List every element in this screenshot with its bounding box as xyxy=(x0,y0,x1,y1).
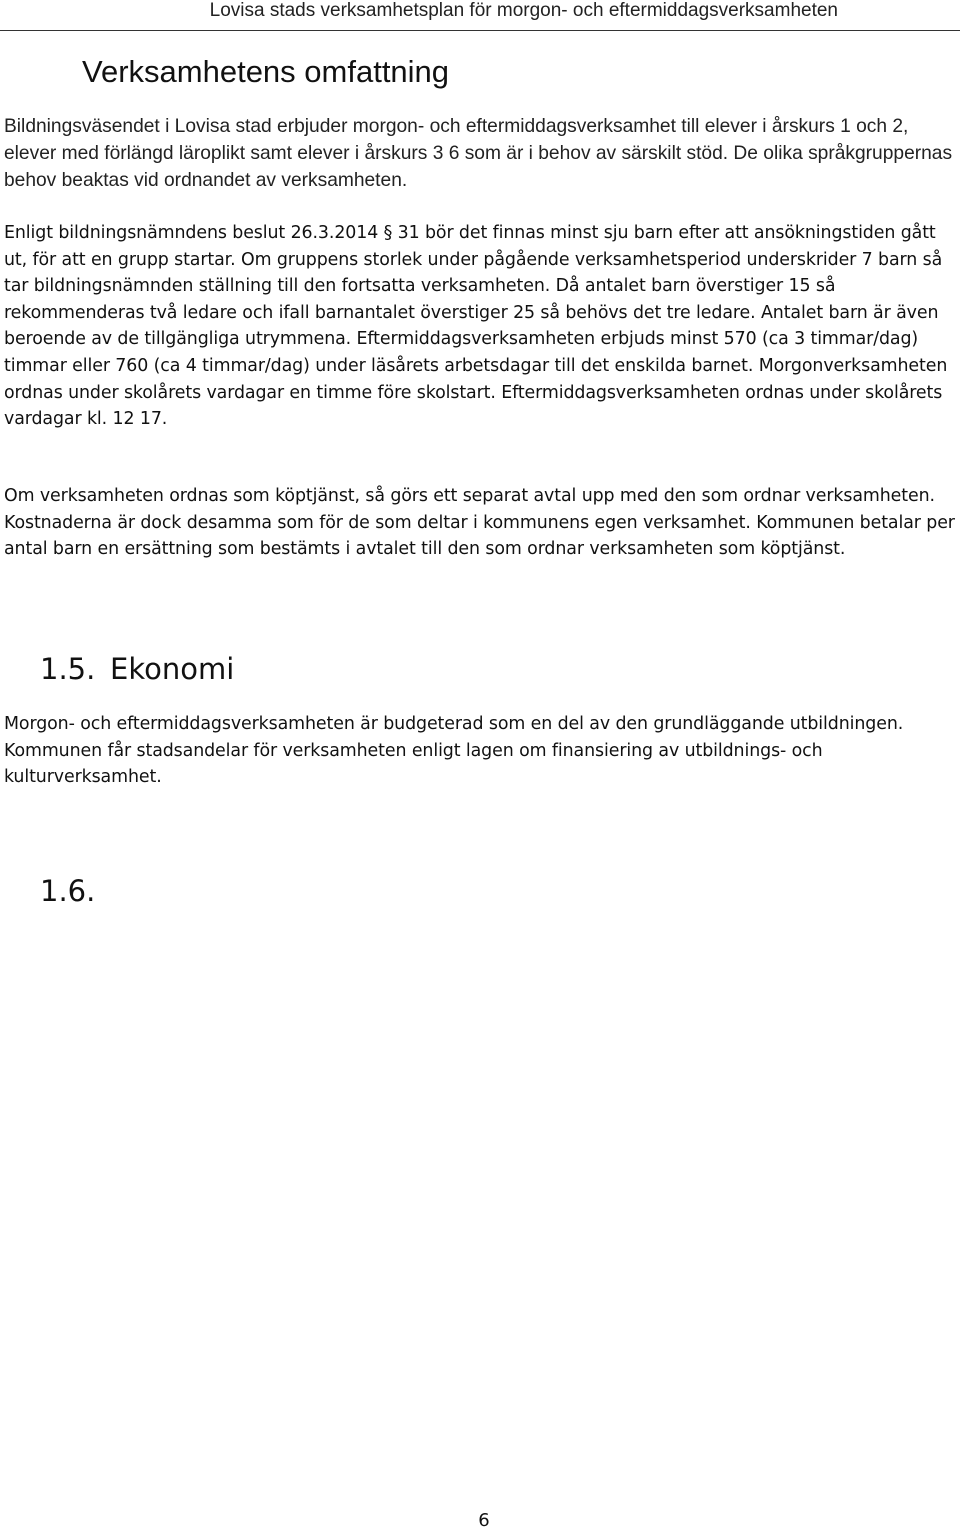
paragraph-group-size: Enligt bildningsnämndens beslut 26.3.2014 § 31 bör det finnas minst sju barn efter att ansökningstiden gått ut, för att en grupp startar. Om gruppens storlek under pågående verksamhetsperiod underskrider 7 barn så tar bildningsnämnden ställning till den fortsatta verksamheten. Då antalet barn överstiger 15 så rekommenderas två ledare och ifall barnantalet överstiger 25 så behövs det tre ledare. Antalet barn är även beroende av de tillgängliga utrymmena. Eftermiddagsverksamheten erbjuds minst 570 (ca 3 timmar/dag) timmar eller 760 (ca 4 timmar/dag) under läsårets arbetsdagar till det enskilda barnet. Morgonverksamheten ordnas under skolårets vardagar en timme före skolstart. Eftermiddagsverksamheten ordnas under skolårets vardagar kl. 12 17. xyxy=(4,223,948,430)
paragraph-purchased-service: Om verksamheten ordnas som köptjänst, så görs ett separat avtal upp med den som ordnar verksamheten. Kostnaderna är dock desamma som för de som deltar i kommunens egen verksamhet. Kommunen betalar per antal barn en ersättning som bestämts i avtalet till den som ordnar verksamheten som köptjänst. xyxy=(4,486,955,560)
heading-number: 1.5. xyxy=(40,652,96,686)
heading-ekonomi xyxy=(40,650,234,688)
paragraph-eligibility: Bildningsväsendet i Lovisa stad erbjuder morgon- och eftermiddagsverksamhet till elever i årskurs 1 och 2, elever med förlängd läroplikt samt elever i årskurs 3 6 som är i behov av särskilt stöd. De olika språkgruppernas behov beaktas vid ordnandet av verksamheten. xyxy=(4,116,953,191)
heading-next-section xyxy=(40,872,110,910)
paragraph-ekonomi: Morgon- och eftermiddagsverksamheten är budgeterad som en del av den grundläggande utbildningen. Kommunen får stadsandelar för verksamheten enligt lagen om finansiering av utbildnings- och kulturverksamhet. xyxy=(4,714,904,788)
section-title: Verksamhetens omfattning xyxy=(82,54,450,89)
header-rule xyxy=(0,30,960,31)
running-header: Lovisa stads verksamhetsplan för morgon- och eftermiddagsverksamheten xyxy=(209,0,838,21)
heading-text: Ekonomi xyxy=(110,652,235,686)
page-number: 6 xyxy=(478,1510,490,1531)
heading-number: 1.6. xyxy=(40,874,96,908)
